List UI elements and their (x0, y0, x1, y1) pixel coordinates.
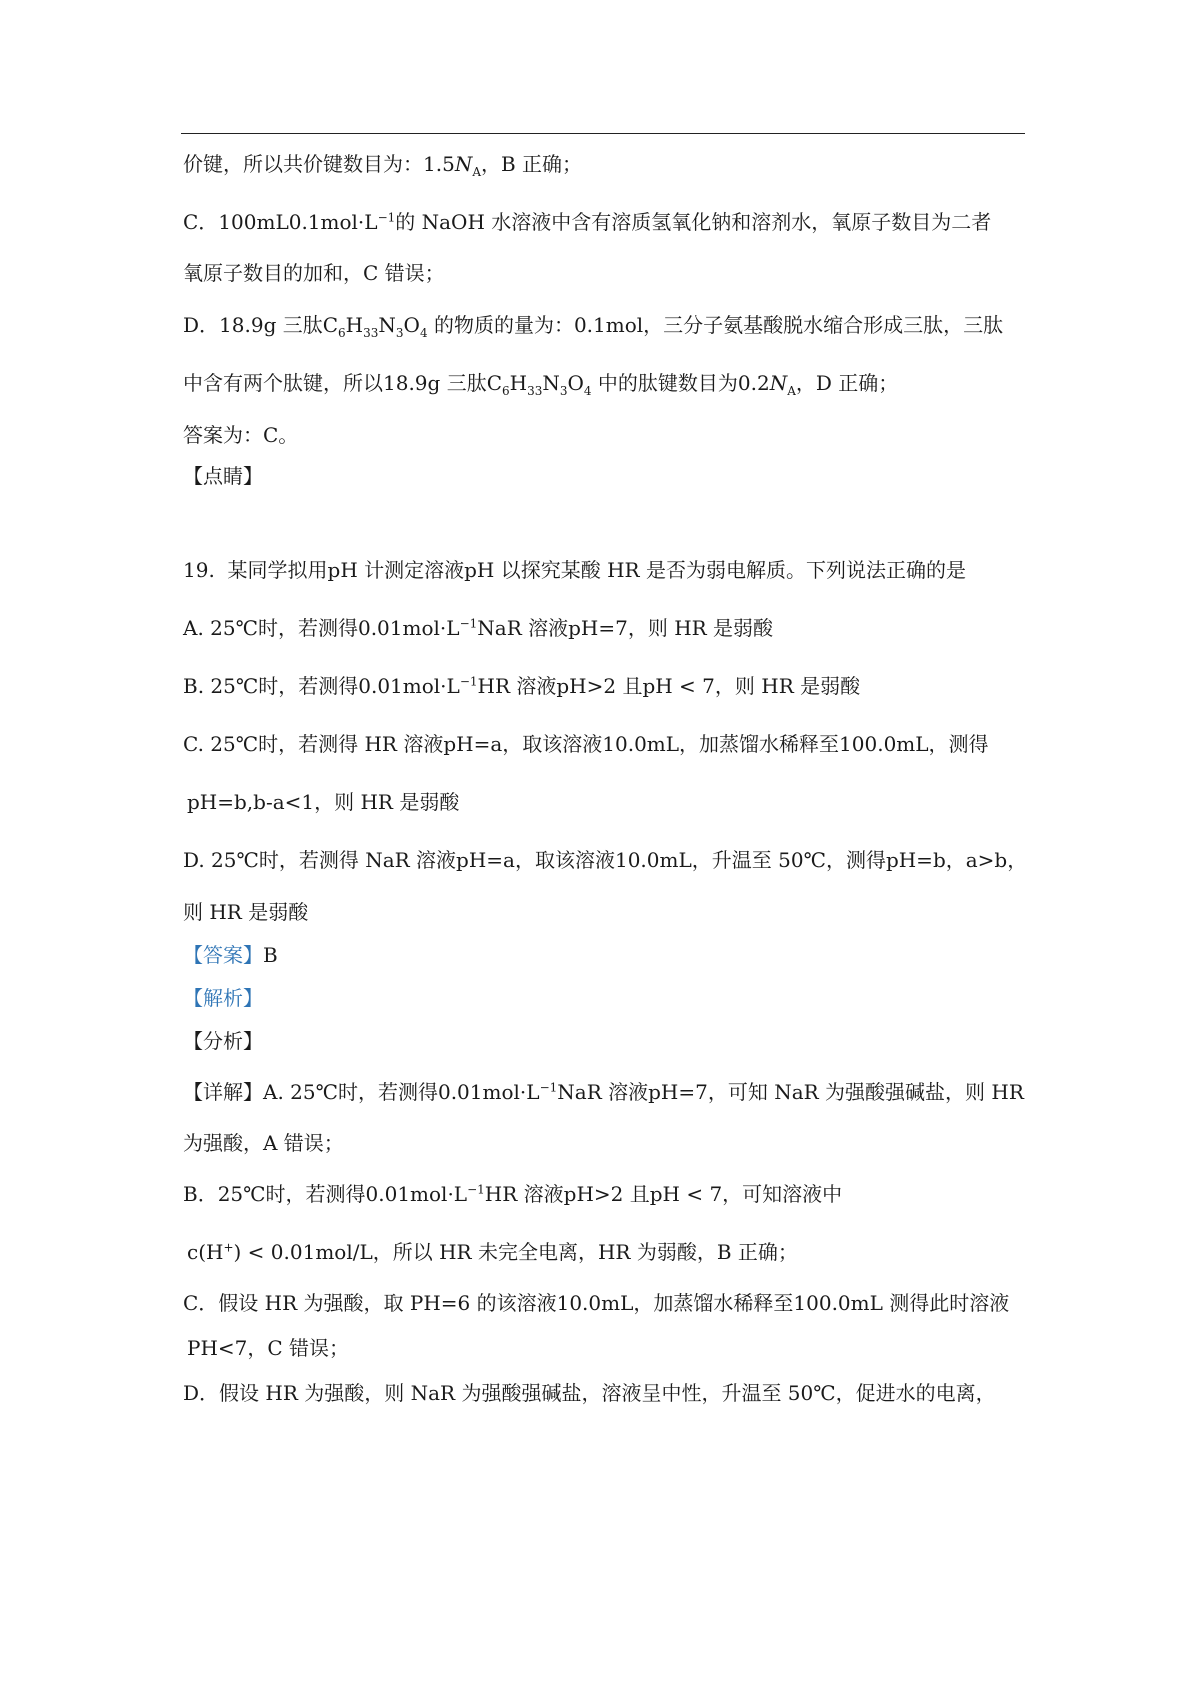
option-b: B. 25℃时，若测得$0.01mol\cdot L^{-1}HR$ 溶液pH>2 且pH < 7，则 HR 是弱酸 (183, 674, 861, 698)
explanation-line: 【详解】A. 25℃时，若测得$0.01mol\cdot L^{-1}NaR$ 溶液pH=7，可知 NaR 为强酸强碱盐，则 HR (183, 1080, 1024, 1104)
answer-line: 答案为：C。 (183, 423, 299, 447)
text-line: 氧原子数目的加和，C 错误； (183, 261, 445, 285)
explanation-line: PH<7，C 错误； (187, 1336, 350, 1360)
answer-tag: 【答案】B (183, 943, 278, 967)
text-line: 中含有两个肽键，所以18.9g 三肽$C_6H_{33}N_3O_4$ 中的肽键数目为$0.2N_A$，D 正确； (183, 371, 899, 398)
explanation-line: D．假设 HR 为强酸，则 NaR 为强酸强碱盐，溶液呈中性，升温至 50℃，促进水的电离， (183, 1381, 996, 1405)
explanation-line: C．假设 HR 为强酸，取 PH=6 的该溶液10.0mL，加蒸馏水稀释至100.0mL 测得此时溶液 (183, 1291, 1010, 1315)
header-rule (181, 133, 1025, 134)
explanation-line: 为强酸，A 错误； (183, 1131, 344, 1155)
section-heading: 【分析】 (183, 1029, 263, 1053)
explanation-line: B．25℃时，若测得$0.01mol\cdot L^{-1}HR$ 溶液pH>2 且pH < 7，可知溶液中 (183, 1182, 843, 1206)
option-a: A. 25℃时，若测得$0.01mol\cdot L^{-1}NaR$ 溶液pH=7，则 HR 是弱酸 (183, 616, 774, 640)
option-d-cont: 则 HR 是弱酸 (183, 900, 309, 924)
question-stem: 19. 某同学拟用pH 计测定溶液pH 以探究某酸 HR 是否为弱电解质。下列说法正确的是 (183, 558, 966, 582)
explanation-line: c(H+) < 0.01mol/L，所以 HR 未完全电离，HR 为弱酸，B 正确； (187, 1240, 798, 1264)
option-d: D. 25℃时，若测得 NaR 溶液pH=a，取该溶液10.0mL，升温至 50℃，测得pH=b，a>b， (183, 848, 1028, 872)
option-c-cont: pH=b,b-a<1，则 HR 是弱酸 (187, 790, 460, 814)
section-heading: 【点睛】 (183, 464, 263, 488)
text-line: D．18.9g 三肽$C_6H_{33}N_3O_4$ 的物质的量为：0.1mol，三分子氨基酸脱水缩合形成三肽，三肽 (183, 313, 1004, 340)
text-line: 价键，所以共价键数目为：$1.5N_A$，B 正确； (183, 152, 583, 179)
text-line: C．$100mL0.1mol\cdot L^{-1}$的 NaOH 水溶液中含有溶质氢氧化钠和溶剂水，氧原子数目为二者 (183, 210, 992, 234)
option-c: C. 25℃时，若测得 HR 溶液pH=a，取该溶液10.0mL，加蒸馏水稀释至100.0mL，测得 (183, 732, 989, 756)
analysis-tag: 【解析】 (183, 986, 263, 1010)
